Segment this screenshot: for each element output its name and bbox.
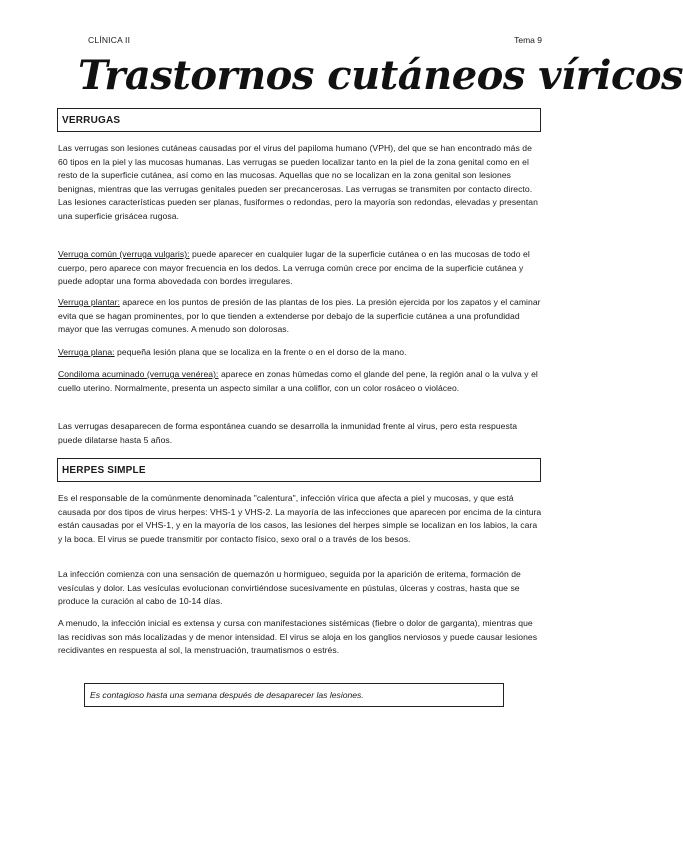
verruga-plantar-term: Verruga plantar: bbox=[58, 297, 120, 307]
herpes-paragraph-2: La infección comienza con una sensación de quemazón u hormigueo, seguida por la aparición de eritema, formación de vesículas y dolor. Las vesículas evolucionan convirtiéndose sucesivamente en pústulas, úlceras y costras, hasta que se produce la curación al cabo de 10-14 días. bbox=[58, 569, 521, 607]
verruga-plana-text: pequeña lesión plana que se localiza en la frente o en el dorso de la mano. bbox=[114, 347, 407, 357]
condiloma-paragraph bbox=[58, 368, 542, 395]
herpes-paragraph-1: Es el responsable de la comúnmente denominada "calentura", infección vírica que afecta a piel y mucosas, y que está causada por dos tipos de virus herpes: VHS-1 y VHS-2. La mayoría de las infecciones que aparecen por encima de la cintura están causadas por el VHS-1, y en la mayoría de los casos, las lesiones del herpes simple se localizan en los labios, la cara y la boca. El virus se puede transmitir por contacto físico, sexo oral o a través de los besos. bbox=[58, 493, 542, 544]
condiloma-text: aparece en zonas húmedas como el glande del pene, la región anal o la vulva y el cuello uterino. Normalmente, presenta un aspecto similar a una coliflor, con un color rosáceo o violáceo. bbox=[58, 369, 538, 393]
topic-label: Tema 9 bbox=[514, 35, 542, 45]
page-title: Trastornos cutáneos víricos bbox=[78, 52, 683, 99]
verrugas-closing: Las verrugas desaparecen de forma espontánea cuando se desarrolla la inmunidad frente al virus, pero esta respuesta puede dilatarse hasta 5 años. bbox=[58, 421, 518, 445]
herpes-paragraph-3: A menudo, la infección inicial es extensa y cursa con manifestaciones sistémicas (fiebre o dolor de garganta), mientras que las recidivas son más localizadas y de menor intensidad. El virus se aloja en los ganglios nerviosos y puede causar lesiones recidivantes en respuesta al sol, la menstruación, traumatismos o estrés. bbox=[58, 618, 538, 656]
verruga-plana-term: Verruga plana: bbox=[58, 347, 115, 357]
verruga-comun-text: puede aparecer en cualquier lugar de la superficie cutánea o en las mucosas de todo el cuerpo, pero aparece con mayor frecuencia en los dedos. La verruga común crece por encima de la superficie cutánea y puede adoptar una forma abovedada con bordes irregulares. bbox=[58, 249, 530, 287]
verruga-plantar-paragraph bbox=[58, 296, 542, 337]
course-label: CLÍNICA II bbox=[88, 35, 131, 45]
condiloma-term: Condiloma acuminado (verruga venérea): bbox=[58, 369, 219, 379]
verruga-comun-term: Verruga común (verruga vulgaris): bbox=[58, 249, 190, 259]
section-heading-verrugas: VERRUGAS bbox=[57, 108, 541, 132]
verrugas-intro: Las verrugas son lesiones cutáneas causadas por el virus del papiloma humano (VPH), del que se han encontrado más de 60 tipos en la piel y las mucosas humanas. Las verrugas se pueden localizar tanto en la piel de la zona genital como en el resto de la superficie cutánea, así como en las mucosas. Aquellas que no se localizan en la zona genital son lesiones benignas, mientras que las verrugas genitales pueden ser precancerosas. Las verrugas se transmiten por contacto directo. Las lesiones características pueden ser planas, fusiformes o redondas, pero la mayoría son redondas, elevadas y presentan una superficie grisácea rugosa. bbox=[58, 143, 538, 221]
verruga-plantar-text: aparece en los puntos de presión de las plantas de los pies. La presión ejercida por los zapatos y el caminar evita que se hagan prominentes, por lo que tienden a extenderse por debajo de la superficie cutánea a una profundidad mayor que las verrugas comunes. A menudo son dolorosas. bbox=[58, 297, 541, 335]
contagion-note: Es contagioso hasta una semana después de desaparecer las lesiones. bbox=[84, 683, 504, 707]
section-heading-herpes: HERPES SIMPLE bbox=[57, 458, 541, 482]
verruga-comun-paragraph bbox=[58, 248, 542, 289]
verruga-plana-paragraph bbox=[58, 346, 542, 360]
